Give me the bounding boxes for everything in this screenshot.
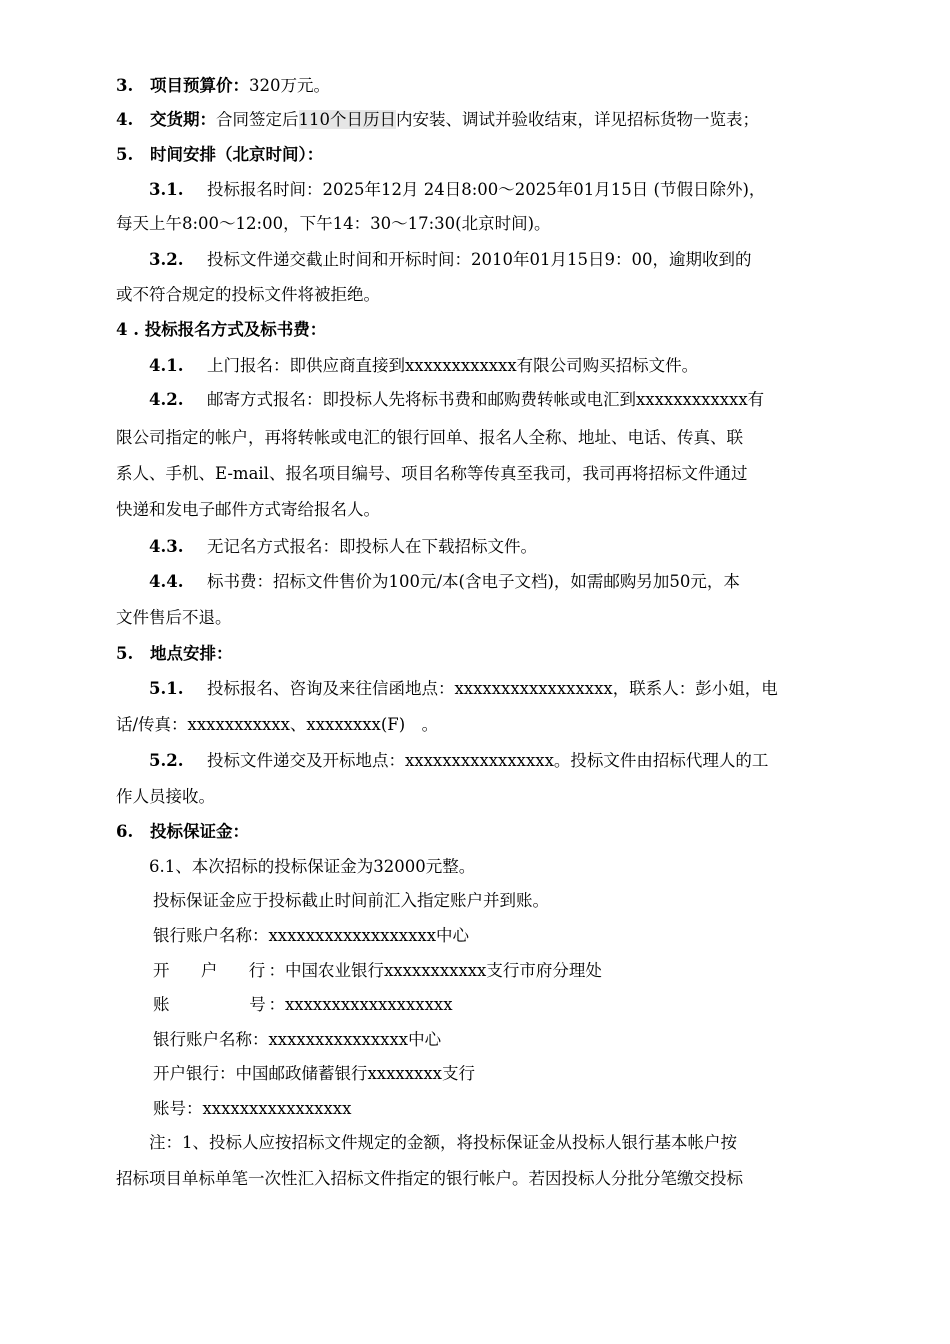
section-label: 交货期：: [150, 110, 216, 129]
para-text: 投标报名时间：2025年12月 24日8:00～2025年01月15日 (节假日除外)，: [207, 180, 766, 199]
para-number: 5.1.: [149, 679, 184, 698]
bank1-account-value: xxxxxxxxxxxxxxxxxx: [285, 995, 453, 1014]
bank1-account-label: 账 号：: [153, 995, 285, 1014]
bank2-account: 账号：xxxxxxxxxxxxxxxx: [153, 1099, 352, 1118]
text-run: 内安装、调试并验收结束，详见招标货物一览表；: [396, 110, 759, 129]
para-5-2-cont: 作人员接收。: [116, 787, 215, 806]
para-text: 投标报名、咨询及来往信函地点：xxxxxxxxxxxxxxxxx，联系人：彭小姐，电: [207, 679, 778, 698]
section-label: 时间安排（北京时间）：: [150, 145, 324, 164]
section-number: 5.: [116, 644, 134, 663]
bank1-open-label: 开 户 行：: [153, 961, 285, 980]
para-3-2-cont: 或不符合规定的投标文件将被拒绝。: [116, 285, 380, 304]
section-registration: 4 . 投标报名方式及标书费：: [116, 320, 327, 339]
para-text: 投标文件递交及开标地点：xxxxxxxxxxxxxxxx。投标文件由招标代理人的工: [207, 751, 769, 770]
section-delivery: [116, 110, 856, 130]
para-text: 邮寄方式报名：即投标人先将标书费和邮购费转帐或电汇到xxxxxxxxxxxx有: [207, 390, 765, 409]
section-number: 5.: [116, 145, 134, 164]
bank1-open: [153, 961, 893, 981]
para-6-2: 投标保证金应于投标截止时间前汇入指定账户并到账。: [153, 891, 549, 910]
para-4-4: [149, 572, 889, 592]
para-number: 4.2.: [149, 390, 184, 409]
para-4-3: [149, 537, 889, 557]
para-6-1: 6.1、本次招标的投标保证金为32000元整。: [149, 857, 476, 876]
para-number: 3.1.: [149, 180, 184, 199]
bank1-name: 银行账户名称：xxxxxxxxxxxxxxxxxx中心: [153, 926, 469, 945]
para-text: 标书费：招标文件售价为100元/本(含电子文档)，如需邮购另加50元，本: [207, 572, 740, 591]
bank1-account: [153, 995, 893, 1015]
bank2-name: 银行账户名称：xxxxxxxxxxxxxxx中心: [153, 1030, 442, 1049]
para-number: 3.2.: [149, 250, 184, 269]
bank2-open: 开户银行：中国邮政储蓄银行xxxxxxxx支行: [153, 1064, 475, 1083]
para-4-2-cont: 快递和发电子邮件方式寄给报名人。: [116, 500, 380, 519]
highlighted-text: 110个日历日: [298, 110, 396, 129]
note-line-2: 招标项目单标单笔一次性汇入招标文件指定的银行帐户。若因投标人分批分笔缴交投标: [116, 1169, 743, 1188]
section-deposit: [116, 822, 856, 842]
para-number: 4.1.: [149, 356, 184, 375]
bank1-open-value: 中国农业银行xxxxxxxxxxx支行市府分理处: [285, 961, 602, 980]
para-4-2-cont: 限公司指定的帐户，再将转帐或电汇的银行回单、报名人全称、地址、电话、传真、联: [116, 428, 743, 447]
para-text: 投标文件递交截止时间和开标时间：2010年01月15日9：00，逾期收到的: [207, 250, 752, 269]
para-5-1-cont: 话/传真：xxxxxxxxxxx、xxxxxxxx(F) 。: [116, 715, 439, 734]
para-number: 4.4.: [149, 572, 184, 591]
para-3-1: [149, 180, 856, 200]
section-label: 地点安排：: [150, 644, 233, 663]
para-number: 5.2.: [149, 751, 184, 770]
section-number: 3.: [116, 76, 134, 95]
text-run: 合同签定后: [216, 110, 299, 129]
para-3-2: [149, 250, 889, 270]
section-label: 项目预算价：: [150, 76, 249, 95]
para-4-4-cont: 文件售后不退。: [116, 608, 232, 627]
section-schedule: [116, 145, 856, 165]
section-number: 4.: [116, 110, 134, 129]
para-5-1: [149, 679, 889, 699]
para-5-2: [149, 751, 889, 771]
para-text: 无记名方式报名：即投标人在下载招标文件。: [207, 537, 537, 556]
note-line-1: 注：1、投标人应按招标文件规定的金额，将投标保证金从投标人银行基本帐户按: [149, 1133, 737, 1152]
para-text: 上门报名：即供应商直接到xxxxxxxxxxxx有限公司购买招标文件。: [207, 356, 699, 375]
section-budget: [116, 76, 856, 96]
section-label: 投标保证金：: [150, 822, 249, 841]
para-number: 4.3.: [149, 537, 184, 556]
section-locations: [116, 644, 856, 664]
para-4-2-cont: 系人、手机、E-mail、报名项目编号、项目名称等传真至我司，我司再将招标文件通过: [116, 464, 748, 483]
para-4-2: [149, 390, 889, 410]
para-3-1-cont: 每天上午8:00～12:00，下午14：30～17:30(北京时间)。: [116, 214, 551, 233]
section-value: 320万元。: [249, 76, 330, 95]
section-number: 6.: [116, 822, 134, 841]
para-4-1: [149, 356, 889, 376]
